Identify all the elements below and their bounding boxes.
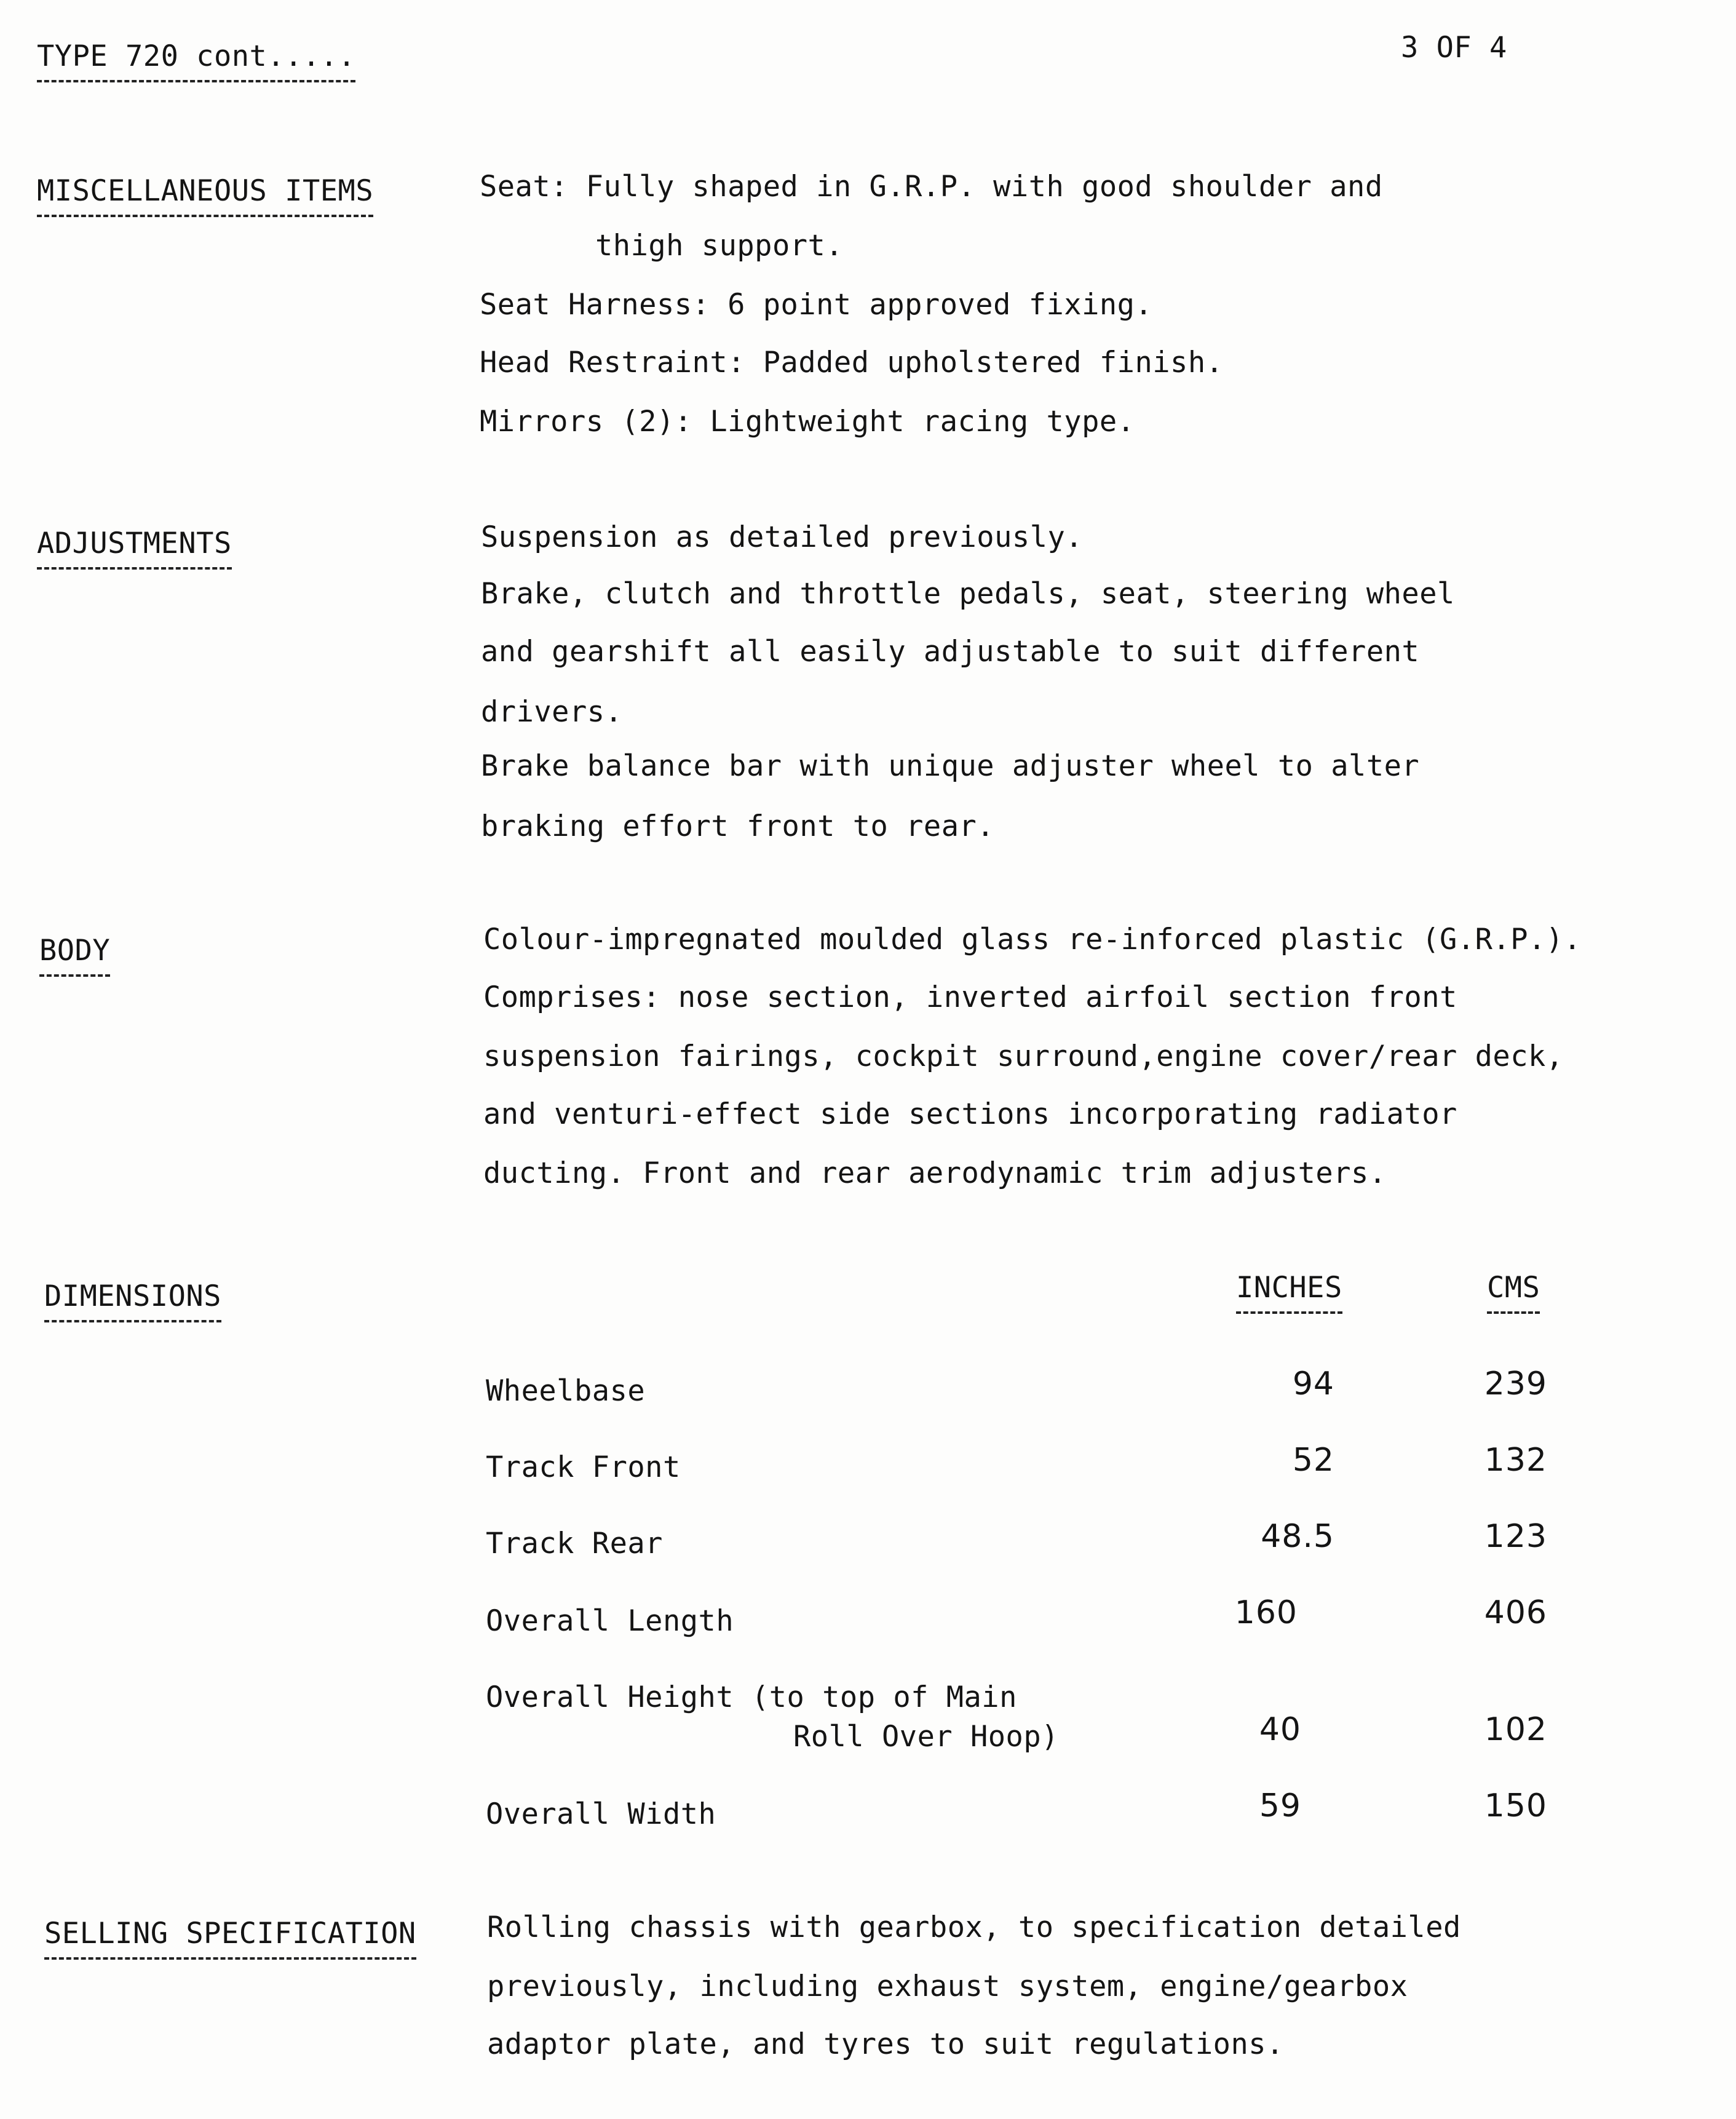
page-indicator: 3 OF 4 <box>1401 31 1507 65</box>
misc-line: thigh support. <box>595 229 844 263</box>
body-line: suspension fairings, cockpit surround,engine cover/rear deck, <box>483 1040 1564 1073</box>
dimension-value-inches: 52 <box>1292 1442 1334 1479</box>
misc-line: Seat: Fully shaped in G.R.P. with good shoulder and <box>480 170 1383 204</box>
adjustments-line: drivers. <box>481 695 623 729</box>
dimension-value-cms: 406 <box>1484 1594 1547 1631</box>
selling-line: adaptor plate, and tyres to suit regulations. <box>487 2027 1284 2061</box>
column-header-cms: CMS <box>1487 1271 1540 1314</box>
adjustments-line: braking effort front to rear. <box>481 809 995 843</box>
body-line: Comprises: nose section, inverted airfoil section front <box>483 980 1457 1014</box>
dimension-label: Overall Width <box>486 1797 716 1831</box>
section-heading-selling: SELLING SPECIFICATION <box>44 1917 416 1960</box>
dimension-label: Overall Length <box>486 1604 734 1638</box>
misc-line: Seat Harness: 6 point approved fixing. <box>480 288 1153 322</box>
column-header-inches: INCHES <box>1236 1271 1342 1314</box>
selling-line: Rolling chassis with gearbox, to specification detailed <box>487 1910 1461 1944</box>
misc-line: Head Restraint: Padded upholstered finish. <box>480 346 1224 380</box>
adjustments-line: Brake balance bar with unique adjuster wheel to alter <box>481 749 1420 783</box>
body-line: and venturi-effect side sections incorporating radiator <box>483 1097 1457 1131</box>
dimension-value-inches: 48.5 <box>1261 1518 1334 1555</box>
dimension-label-continued: Roll Over Hoop) <box>793 1720 1059 1754</box>
section-heading-misc: MISCELLANEOUS ITEMS <box>37 174 373 217</box>
section-heading-dimensions: DIMENSIONS <box>44 1279 221 1322</box>
dimension-value-inches: 160 <box>1234 1594 1298 1631</box>
body-line: ducting. Front and rear aerodynamic trim adjusters. <box>483 1156 1387 1190</box>
dimension-value-inches: 94 <box>1292 1366 1334 1402</box>
selling-line: previously, including exhaust system, engine/gearbox <box>487 1970 1408 2003</box>
adjustments-line: Brake, clutch and throttle pedals, seat, steering wheel <box>481 577 1455 611</box>
dimension-label: Track Rear <box>486 1527 663 1560</box>
dimension-value-cms: 123 <box>1484 1518 1547 1555</box>
body-line: Colour-impregnated moulded glass re-inforced plastic (G.R.P.). <box>483 923 1582 956</box>
dimension-value-cms: 132 <box>1484 1442 1547 1479</box>
dimension-label: Wheelbase <box>486 1374 646 1408</box>
dimension-value-cms: 239 <box>1484 1366 1547 1402</box>
dimension-value-inches: 59 <box>1259 1787 1301 1824</box>
dimension-label: Track Front <box>486 1450 681 1484</box>
misc-line: Mirrors (2): Lightweight racing type. <box>480 405 1135 439</box>
dimension-value-cms: 102 <box>1484 1711 1547 1748</box>
document-title: TYPE 720 cont..... <box>37 39 355 82</box>
adjustments-line: and gearshift all easily adjustable to suit different <box>481 635 1420 669</box>
section-heading-body: BODY <box>39 934 110 977</box>
adjustments-line: Suspension as detailed previously. <box>481 520 1084 554</box>
section-heading-adjustments: ADJUSTMENTS <box>37 527 232 570</box>
dimension-label: Overall Height (to top of Main <box>486 1680 1017 1714</box>
dimension-value-cms: 150 <box>1484 1787 1547 1824</box>
dimension-value-inches: 40 <box>1259 1711 1301 1748</box>
